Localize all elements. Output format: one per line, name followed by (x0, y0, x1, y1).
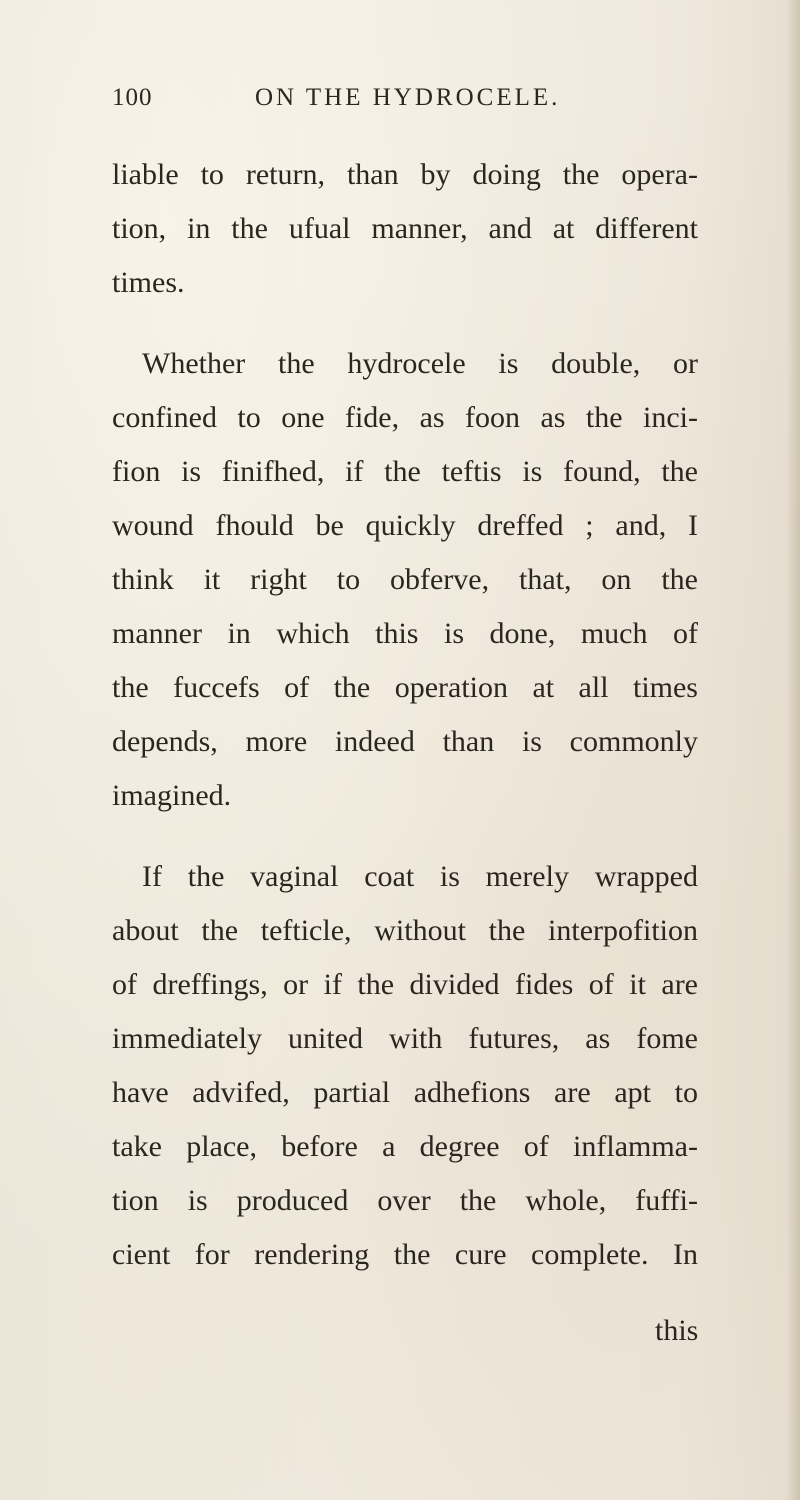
text-line: take place, before a degree of inflamma- (112, 1130, 698, 1163)
paragraph-gap (112, 823, 698, 850)
text-line: tion, in the ufual manner, and at different (112, 212, 698, 245)
text-line: cient for rendering the cure complete. In (112, 1238, 698, 1271)
text-line: have advifed, partial adhefions are apt to (112, 1076, 698, 1109)
body-text (112, 148, 698, 1282)
text-line: about the tefticle, without the interpofition (112, 914, 698, 947)
text-line: immediately united with futures, as fome (112, 1022, 698, 1055)
text-line: wound fhould be quickly dreffed ; and, I (112, 509, 698, 542)
text-line: times. (112, 266, 185, 299)
text-line: tion is produced over the whole, fuffi- (112, 1184, 698, 1217)
text-line: Whether the hydrocele is double, or (142, 347, 698, 380)
text-line: If the vaginal coat is merely wrapped (142, 860, 698, 893)
text-line: manner in which this is done, much of (112, 617, 698, 650)
text-line: imagined. (112, 779, 232, 812)
page-number: 100 (112, 84, 153, 111)
text-line: fion is finifhed, if the teftis is found, the (112, 455, 698, 488)
running-head: ON THE HYDROCELE. (255, 84, 561, 111)
page-edge-shadow (786, 0, 800, 1500)
text-line: depends, more indeed than is commonly (112, 725, 698, 758)
paragraph-gap (112, 310, 698, 337)
text-line: the fuccefs of the operation at all times (112, 671, 698, 704)
catchword: this (655, 1314, 699, 1347)
page-header (112, 84, 712, 124)
text-line: liable to return, than by doing the opera- (112, 158, 698, 191)
text-line: confined to one fide, as foon as the inci- (112, 401, 698, 434)
text-line: think it right to obferve, that, on the (112, 563, 698, 596)
text-line: of dreffings, or if the divided fides of it are (112, 968, 698, 1001)
